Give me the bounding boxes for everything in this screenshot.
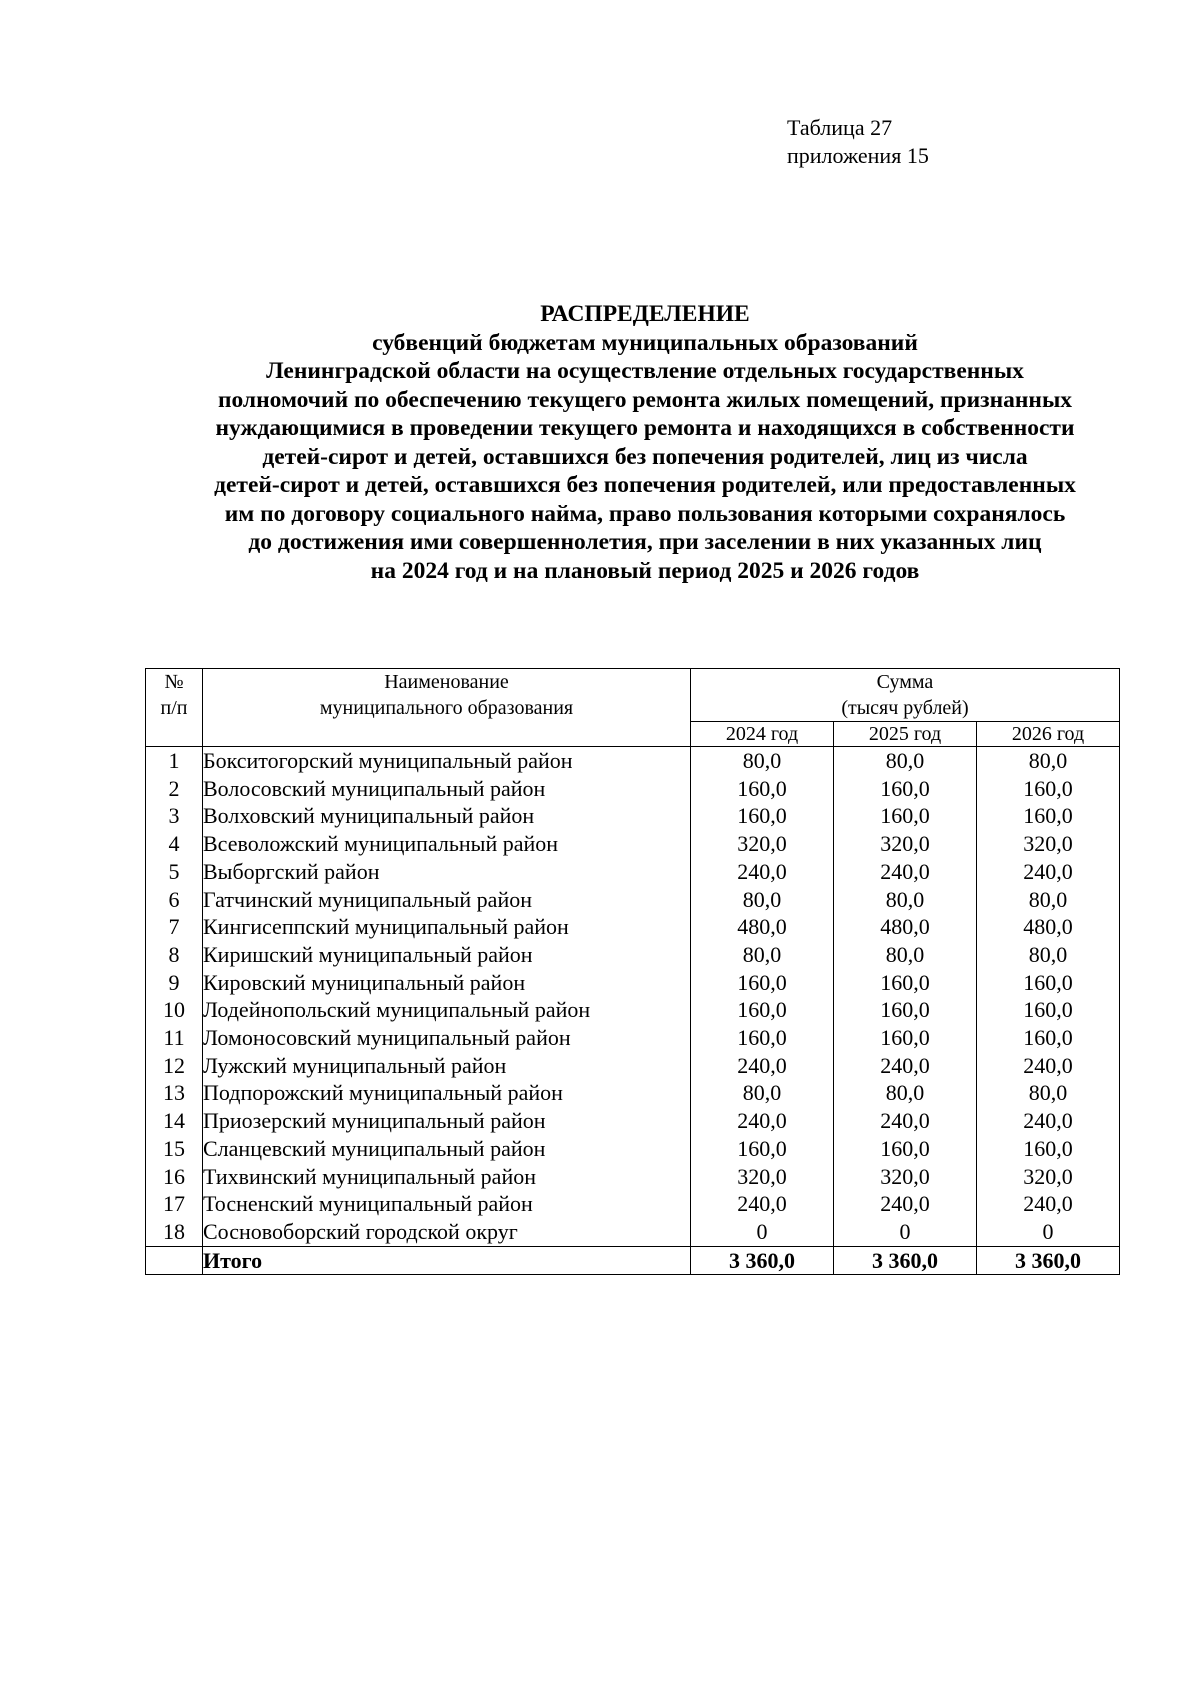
amount-2024: 80,0 xyxy=(691,1079,834,1107)
amount-2024: 160,0 xyxy=(691,969,834,997)
column-header-name-line2: муниципального образования xyxy=(319,697,574,719)
table-header-row xyxy=(146,669,1120,722)
column-header-sum-line2: (тысяч рублей) xyxy=(841,697,969,719)
amount-2026: 160,0 xyxy=(977,775,1120,803)
amount-2025: 160,0 xyxy=(834,802,977,830)
column-header-number-line2: п/п xyxy=(160,697,188,719)
table-row xyxy=(146,830,1120,858)
row-number: 11 xyxy=(146,1024,203,1052)
amount-2024: 480,0 xyxy=(691,913,834,941)
total-number-cell xyxy=(146,1246,203,1274)
amount-2026: 160,0 xyxy=(977,1135,1120,1163)
amount-2026: 240,0 xyxy=(977,1107,1120,1135)
title-line: до достижения ими совершеннолетия, при заселении в них указанных лиц xyxy=(248,529,1042,555)
municipality-name: Ломоносовский муниципальный район xyxy=(203,1024,691,1052)
row-number: 14 xyxy=(146,1107,203,1135)
row-number: 12 xyxy=(146,1052,203,1080)
column-header-2025: 2025 год xyxy=(834,722,977,747)
title-line: им по договору социального найма, право пользования которыми сохранялось xyxy=(224,500,1066,527)
column-header-number xyxy=(146,669,203,747)
column-header-sum xyxy=(691,669,1120,722)
amount-2026: 160,0 xyxy=(977,996,1120,1024)
table-row xyxy=(146,941,1120,969)
municipality-name: Волосовский муниципальный район xyxy=(203,775,691,803)
amount-2025: 240,0 xyxy=(834,1190,977,1218)
row-number: 7 xyxy=(146,913,203,941)
row-number: 8 xyxy=(146,941,203,969)
amount-2026: 240,0 xyxy=(977,1052,1120,1080)
row-number: 6 xyxy=(146,886,203,914)
amount-2024: 0 xyxy=(691,1218,834,1246)
amount-2024: 80,0 xyxy=(691,886,834,914)
amount-2025: 160,0 xyxy=(834,996,977,1024)
appendix-number: приложения 15 xyxy=(787,143,929,168)
column-header-2026: 2026 год xyxy=(977,722,1120,747)
amount-2025: 160,0 xyxy=(834,1135,977,1163)
table-row xyxy=(146,996,1120,1024)
column-header-name xyxy=(203,669,691,747)
amount-2025: 0 xyxy=(834,1218,977,1246)
municipality-name: Тихвинский муниципальный район xyxy=(203,1163,691,1191)
amount-2024: 240,0 xyxy=(691,1052,834,1080)
table-row xyxy=(146,969,1120,997)
amount-2024: 160,0 xyxy=(691,996,834,1024)
row-number: 13 xyxy=(146,1079,203,1107)
title-line: субвенций бюджетам муниципальных образований xyxy=(372,329,918,356)
amount-2026: 240,0 xyxy=(977,858,1120,886)
municipality-name: Кингисеппский муниципальный район xyxy=(203,913,691,941)
table-row xyxy=(146,747,1120,775)
total-row xyxy=(146,1246,1120,1274)
amount-2026: 320,0 xyxy=(977,1163,1120,1191)
total-2026: 3 360,0 xyxy=(977,1246,1120,1274)
municipality-name: Приозерский муниципальный район xyxy=(203,1107,691,1135)
amount-2025: 80,0 xyxy=(834,1079,977,1107)
table-row xyxy=(146,858,1120,886)
amount-2025: 240,0 xyxy=(834,1052,977,1080)
column-header-number-line1: № xyxy=(164,671,184,693)
amount-2026: 80,0 xyxy=(977,886,1120,914)
distribution-table xyxy=(145,668,1120,1275)
table-row xyxy=(146,1052,1120,1080)
table-row xyxy=(146,1135,1120,1163)
municipality-name: Лужский муниципальный район xyxy=(203,1052,691,1080)
amount-2026: 160,0 xyxy=(977,802,1120,830)
amount-2026: 80,0 xyxy=(977,941,1120,969)
amount-2026: 80,0 xyxy=(977,747,1120,775)
municipality-name: Сланцевский муниципальный район xyxy=(203,1135,691,1163)
title-line: полномочий по обеспечению текущего ремонта жилых помещений, признанных xyxy=(217,386,1073,413)
document-title xyxy=(0,300,1200,585)
title-line: Ленинградской области на осуществление отдельных государственных xyxy=(266,358,1024,384)
amount-2026: 240,0 xyxy=(977,1190,1120,1218)
municipality-name: Кировский муниципальный район xyxy=(203,969,691,997)
row-number: 1 xyxy=(146,747,203,775)
amount-2026: 160,0 xyxy=(977,969,1120,997)
amount-2025: 80,0 xyxy=(834,886,977,914)
amount-2025: 80,0 xyxy=(834,747,977,775)
amount-2025: 320,0 xyxy=(834,830,977,858)
table-reference xyxy=(787,114,929,170)
amount-2024: 80,0 xyxy=(691,747,834,775)
amount-2024: 160,0 xyxy=(691,802,834,830)
table-row xyxy=(146,913,1120,941)
table-row xyxy=(146,802,1120,830)
amount-2025: 240,0 xyxy=(834,1107,977,1135)
amount-2026: 480,0 xyxy=(977,913,1120,941)
amount-2024: 80,0 xyxy=(691,941,834,969)
table-row xyxy=(146,1218,1120,1246)
table-row xyxy=(146,886,1120,914)
municipality-name: Киришский муниципальный район xyxy=(203,941,691,969)
total-2025: 3 360,0 xyxy=(834,1246,977,1274)
column-header-sum-line1: Сумма xyxy=(876,671,934,693)
row-number: 15 xyxy=(146,1135,203,1163)
row-number: 4 xyxy=(146,830,203,858)
amount-2024: 160,0 xyxy=(691,1024,834,1052)
table-number: Таблица 27 xyxy=(787,115,893,140)
column-header-2024: 2024 год xyxy=(691,722,834,747)
row-number: 16 xyxy=(146,1163,203,1191)
amount-2025: 240,0 xyxy=(834,858,977,886)
amount-2024: 160,0 xyxy=(691,1135,834,1163)
amount-2026: 0 xyxy=(977,1218,1120,1246)
row-number: 2 xyxy=(146,775,203,803)
municipality-name: Гатчинский муниципальный район xyxy=(203,886,691,914)
amount-2025: 160,0 xyxy=(834,1024,977,1052)
row-number: 3 xyxy=(146,802,203,830)
amount-2025: 160,0 xyxy=(834,775,977,803)
column-header-name-line1: Наименование xyxy=(384,671,509,693)
municipality-name: Выборгский район xyxy=(203,858,691,886)
amount-2024: 320,0 xyxy=(691,1163,834,1191)
amount-2025: 160,0 xyxy=(834,969,977,997)
total-2024: 3 360,0 xyxy=(691,1246,834,1274)
municipality-name: Лодейнопольский муниципальный район xyxy=(203,996,691,1024)
row-number: 18 xyxy=(146,1218,203,1246)
amount-2024: 160,0 xyxy=(691,775,834,803)
row-number: 9 xyxy=(146,969,203,997)
row-number: 5 xyxy=(146,858,203,886)
row-number: 10 xyxy=(146,996,203,1024)
row-number: 17 xyxy=(146,1190,203,1218)
title-line: на 2024 год и на плановый период 2025 и 2026 годов xyxy=(370,557,920,584)
title-line: детей-сирот и детей, оставшихся без попечения родителей, или предоставленных xyxy=(214,472,1076,498)
amount-2025: 320,0 xyxy=(834,1163,977,1191)
table-row xyxy=(146,1163,1120,1191)
title-line: нуждающимися в проведении текущего ремонта и находящихся в собственности xyxy=(215,415,1075,441)
municipality-name: Тосненский муниципальный район xyxy=(203,1190,691,1218)
table-row xyxy=(146,775,1120,803)
table-row xyxy=(146,1079,1120,1107)
total-label: Итого xyxy=(203,1246,691,1274)
title-line: детей-сирот и детей, оставшихся без попечения родителей, лиц из числа xyxy=(262,443,1028,470)
amount-2024: 240,0 xyxy=(691,1190,834,1218)
amount-2024: 240,0 xyxy=(691,858,834,886)
table-row xyxy=(146,1107,1120,1135)
municipality-name: Сосновоборский городской округ xyxy=(203,1218,691,1246)
amount-2026: 160,0 xyxy=(977,1024,1120,1052)
amount-2025: 80,0 xyxy=(834,941,977,969)
municipality-name: Подпорожский муниципальный район xyxy=(203,1079,691,1107)
amount-2024: 240,0 xyxy=(691,1107,834,1135)
table-row xyxy=(146,1024,1120,1052)
municipality-name: Всеволожский муниципальный район xyxy=(203,830,691,858)
table-row xyxy=(146,1190,1120,1218)
municipality-name: Волховский муниципальный район xyxy=(203,802,691,830)
amount-2025: 480,0 xyxy=(834,913,977,941)
amount-2026: 80,0 xyxy=(977,1079,1120,1107)
municipality-name: Бокситогорский муниципальный район xyxy=(203,747,691,775)
amount-2024: 320,0 xyxy=(691,830,834,858)
title-heading: РАСПРЕДЕЛЕНИЕ xyxy=(540,301,750,327)
amount-2026: 320,0 xyxy=(977,830,1120,858)
